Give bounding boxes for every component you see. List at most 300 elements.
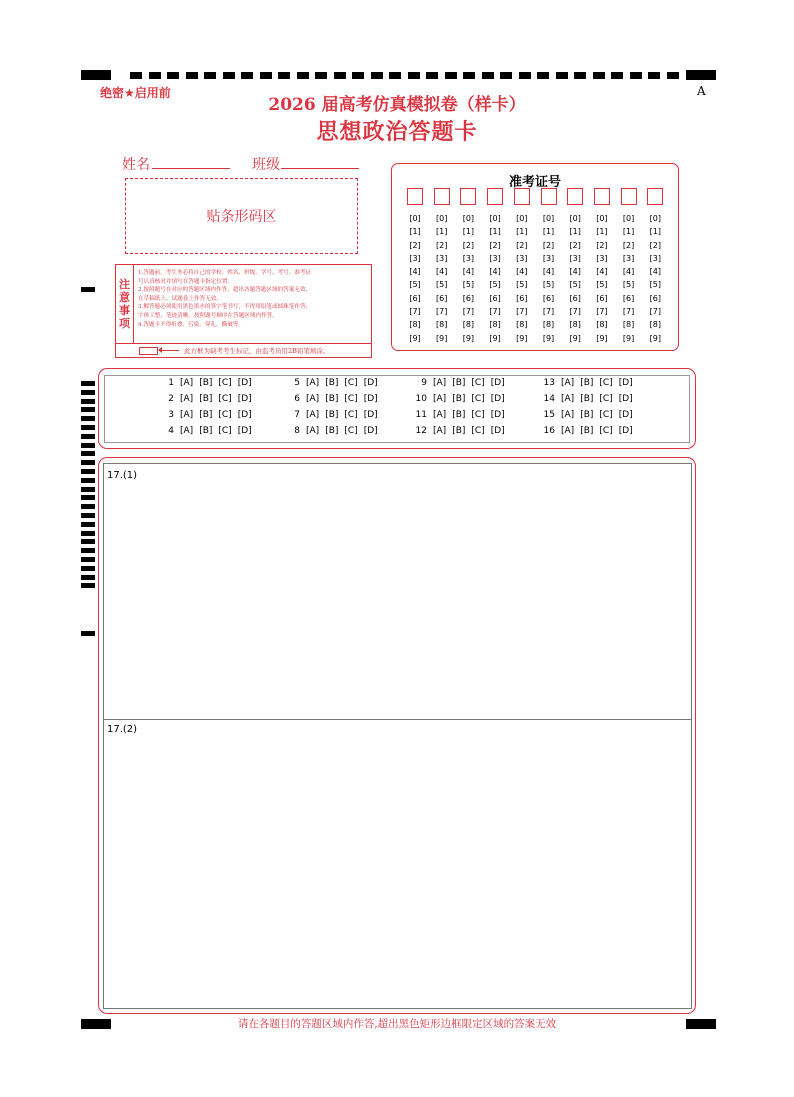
digit-bubble[interactable]: [2]: [542, 240, 555, 250]
digit-bubble[interactable]: [6]: [489, 293, 501, 303]
side-timing-mark: [81, 548, 95, 553]
timing-dash: [574, 72, 586, 79]
timing-dash: [408, 72, 420, 79]
note-item: 4.答题卡不得折叠、污染、穿孔、撕破等。: [138, 321, 245, 328]
option-bubble[interactable]: [C]: [218, 378, 232, 388]
option-bubble[interactable]: [D]: [237, 394, 252, 404]
digit-bubble[interactable]: [3]: [462, 253, 475, 263]
side-timing-mark: [81, 531, 95, 536]
option-bubble[interactable]: [A]: [306, 394, 320, 404]
option-bubble[interactable]: [D]: [618, 410, 633, 420]
option-bubble[interactable]: [A]: [306, 378, 320, 388]
digit-bubble[interactable]: [4]: [649, 267, 661, 277]
question-number: 3: [168, 410, 174, 420]
digit-bubble[interactable]: [7]: [649, 307, 661, 317]
digit-bubble[interactable]: [2]: [436, 240, 448, 250]
option-bubble[interactable]: [A]: [306, 410, 320, 420]
digit-bubble[interactable]: [1]: [596, 227, 608, 237]
digit-bubble[interactable]: [9]: [462, 333, 475, 343]
option-bubble[interactable]: [A]: [180, 410, 194, 420]
side-timing-mark: [81, 460, 95, 465]
option-bubble[interactable]: [B]: [325, 426, 339, 436]
option-bubble[interactable]: [D]: [490, 426, 505, 436]
digit-bubble[interactable]: [1]: [622, 227, 635, 237]
digit-bubble[interactable]: [4]: [462, 267, 475, 277]
choice-question-row: [414, 410, 505, 420]
digit-bubble[interactable]: [0]: [409, 214, 421, 223]
option-bubble[interactable]: [C]: [471, 426, 485, 436]
timing-mark-top-left: [81, 70, 111, 80]
barcode-label: 贴条形码区: [206, 209, 277, 225]
side-timing-mark: [81, 416, 95, 421]
notes-list: [138, 269, 370, 329]
digit-bubble[interactable]: [8]: [622, 320, 635, 330]
digit-bubble[interactable]: [2]: [596, 240, 608, 250]
timing-dash: [223, 72, 235, 79]
admission-digit-box[interactable]: [460, 188, 476, 205]
choice-question-row: [161, 410, 252, 420]
question-number: 15: [543, 410, 555, 420]
digit-bubble[interactable]: [3]: [489, 253, 501, 263]
digit-bubble[interactable]: [2]: [569, 240, 581, 250]
digit-bubble[interactable]: [2]: [489, 240, 501, 250]
option-bubble[interactable]: [A]: [561, 394, 575, 404]
digit-bubble[interactable]: [0]: [649, 214, 661, 223]
choice-question-row: [287, 378, 378, 388]
timing-dash: [611, 72, 623, 79]
digit-bubble[interactable]: [8]: [516, 320, 528, 330]
admission-digit-box[interactable]: [621, 188, 637, 205]
digit-bubble[interactable]: [3]: [622, 253, 635, 263]
timing-dash: [445, 72, 457, 79]
digit-bubble[interactable]: [6]: [462, 293, 475, 303]
option-bubble[interactable]: [C]: [599, 378, 613, 388]
notes-box: [115, 264, 372, 358]
admission-digit-column: [486, 212, 504, 345]
digit-bubble[interactable]: [9]: [436, 333, 448, 343]
note-item: 2.按照题号在对应的答题区域内作答，超出各题答题区域的答案无效，: [138, 287, 312, 294]
digit-bubble[interactable]: [3]: [516, 253, 528, 263]
digit-bubble[interactable]: [2]: [516, 240, 528, 250]
option-bubble[interactable]: [D]: [490, 378, 505, 388]
option-bubble[interactable]: [B]: [325, 410, 339, 420]
admission-digit-column: [646, 212, 664, 345]
digit-bubble[interactable]: [2]: [622, 240, 635, 250]
timing-dash: [500, 72, 512, 79]
timing-dash: [315, 72, 327, 79]
digit-bubble[interactable]: [7]: [516, 307, 528, 317]
choice-question-row: [161, 426, 252, 436]
digit-bubble[interactable]: [9]: [622, 333, 635, 343]
side-timing-mark: [81, 557, 95, 562]
timing-mark-top-right: [686, 70, 716, 80]
timing-dash: [149, 72, 161, 79]
question-number: 9: [421, 378, 427, 388]
choice-question-row: [414, 394, 505, 404]
option-bubble[interactable]: [B]: [199, 410, 213, 420]
option-bubble[interactable]: [C]: [471, 378, 485, 388]
timing-dash: [630, 72, 642, 79]
option-bubble[interactable]: [B]: [580, 378, 594, 388]
admission-digit-column: [620, 212, 638, 345]
timing-dash: [278, 72, 290, 79]
admission-digit-column: [540, 212, 558, 345]
digit-bubble[interactable]: [7]: [409, 307, 421, 317]
admission-digit-box[interactable]: [434, 188, 450, 205]
digit-bubble[interactable]: [1]: [569, 227, 581, 237]
timing-dash: [593, 72, 605, 79]
digit-bubble[interactable]: [9]: [596, 333, 608, 343]
option-bubble[interactable]: [D]: [618, 394, 633, 404]
option-bubble[interactable]: [C]: [218, 410, 232, 420]
option-bubble[interactable]: [D]: [237, 426, 252, 436]
option-bubble[interactable]: [D]: [363, 378, 378, 388]
digit-bubble[interactable]: [9]: [409, 333, 421, 343]
option-bubble[interactable]: [D]: [237, 378, 252, 388]
digit-bubble[interactable]: [5]: [622, 280, 635, 290]
option-bubble[interactable]: [A]: [561, 426, 575, 436]
option-bubble[interactable]: [D]: [363, 394, 378, 404]
option-bubble[interactable]: [D]: [490, 410, 505, 420]
choice-question-row: [542, 378, 633, 388]
digit-bubble[interactable]: [5]: [462, 280, 475, 290]
timing-dash: [537, 72, 549, 79]
timing-dash: [648, 72, 660, 79]
digit-bubble[interactable]: [0]: [596, 214, 608, 223]
option-bubble[interactable]: [A]: [180, 378, 194, 388]
digit-bubble[interactable]: [3]: [409, 253, 421, 263]
option-bubble[interactable]: [C]: [344, 426, 358, 436]
choice-question-row: [287, 410, 378, 420]
class-label: 班级: [252, 157, 280, 173]
option-bubble[interactable]: [B]: [580, 394, 594, 404]
admission-digit-box[interactable]: [594, 188, 610, 205]
admission-digit-box[interactable]: [647, 188, 663, 205]
side-timing-mark: [81, 513, 95, 518]
digit-bubble[interactable]: [5]: [569, 280, 581, 290]
digit-bubble[interactable]: [4]: [436, 267, 448, 277]
admission-digit-box[interactable]: [541, 188, 557, 205]
option-bubble[interactable]: [B]: [199, 426, 213, 436]
option-bubble[interactable]: [A]: [561, 410, 575, 420]
side-timing-mark: [81, 583, 95, 588]
class-field[interactable]: [281, 168, 359, 169]
digit-bubble[interactable]: [8]: [462, 320, 475, 330]
question-number: 11: [415, 410, 427, 420]
timing-dash: [463, 72, 475, 79]
digit-bubble[interactable]: [1]: [649, 227, 661, 237]
card-title: 思想政治答题卡: [316, 120, 478, 145]
digit-bubble[interactable]: [3]: [569, 253, 581, 263]
side-timing-mark: [81, 566, 95, 571]
option-bubble[interactable]: [B]: [199, 378, 213, 388]
digit-bubble[interactable]: [0]: [516, 214, 528, 223]
option-bubble[interactable]: [C]: [599, 394, 613, 404]
admission-digit-column: [406, 212, 424, 345]
side-timing-mark: [81, 381, 95, 386]
digit-bubble[interactable]: [5]: [516, 280, 528, 290]
option-bubble[interactable]: [D]: [363, 410, 378, 420]
digit-bubble[interactable]: [4]: [542, 267, 555, 277]
question-number: 2: [168, 394, 174, 404]
question-number: 4: [168, 426, 174, 436]
barcode-area: [125, 178, 358, 254]
side-timing-mark: [81, 575, 95, 580]
digit-bubble[interactable]: [2]: [462, 240, 475, 250]
digit-bubble[interactable]: [8]: [436, 320, 448, 330]
digit-bubble[interactable]: [7]: [622, 307, 635, 317]
digit-bubble[interactable]: [7]: [489, 307, 501, 317]
name-label: 姓名: [122, 157, 150, 173]
question-number: 6: [294, 394, 300, 404]
option-bubble[interactable]: [A]: [433, 410, 447, 420]
option-bubble[interactable]: [D]: [237, 410, 252, 420]
admission-digit-column: [566, 212, 584, 345]
digit-bubble[interactable]: [7]: [462, 307, 475, 317]
digit-bubble[interactable]: [2]: [649, 240, 661, 250]
choice-question-row: [287, 394, 378, 404]
timing-dash: [371, 72, 383, 79]
question-17-2-label: 17.(2): [107, 724, 138, 735]
version-label: A: [697, 84, 706, 98]
digit-bubble[interactable]: [7]: [596, 307, 608, 317]
digit-bubble[interactable]: [4]: [596, 267, 608, 277]
option-bubble[interactable]: [A]: [180, 394, 194, 404]
question-number: 16: [543, 426, 555, 436]
arrow-left-icon: [161, 350, 179, 351]
choice-question-row: [287, 426, 378, 436]
digit-bubble[interactable]: [0]: [569, 214, 581, 223]
side-timing-mark: [81, 390, 95, 395]
admission-digit-column: [459, 212, 477, 345]
digit-bubble[interactable]: [5]: [436, 280, 448, 290]
option-bubble[interactable]: [A]: [561, 378, 575, 388]
option-bubble[interactable]: [C]: [218, 394, 232, 404]
digit-bubble[interactable]: [7]: [569, 307, 581, 317]
timing-dash: [556, 72, 568, 79]
admission-digit-column: [513, 212, 531, 345]
option-bubble[interactable]: [A]: [433, 394, 447, 404]
note-item: 在草稿纸上、试题卷上作答无效。: [138, 295, 222, 302]
side-timing-mark: [81, 495, 95, 500]
digit-bubble[interactable]: [6]: [542, 293, 555, 303]
digit-bubble[interactable]: [1]: [409, 227, 421, 237]
timing-dash: [667, 72, 679, 79]
digit-bubble[interactable]: [6]: [436, 293, 448, 303]
digit-bubble[interactable]: [6]: [622, 293, 635, 303]
side-timing-mark: [81, 443, 95, 448]
answer-divider: [103, 719, 692, 720]
option-bubble[interactable]: [D]: [618, 426, 633, 436]
admission-title: 准考证号: [508, 175, 561, 190]
side-timing-mark: [81, 631, 95, 636]
side-timing-mark: [81, 451, 95, 456]
option-bubble[interactable]: [D]: [618, 378, 633, 388]
digit-bubble[interactable]: [5]: [596, 280, 608, 290]
option-bubble[interactable]: [C]: [344, 378, 358, 388]
timing-dash: [352, 72, 364, 79]
digit-bubble[interactable]: [8]: [489, 320, 501, 330]
digit-bubble[interactable]: [6]: [596, 293, 608, 303]
side-timing-mark: [81, 469, 95, 474]
side-timing-mark: [81, 478, 95, 483]
timing-dash: [334, 72, 346, 79]
digit-bubble[interactable]: [4]: [622, 267, 635, 277]
digit-bubble[interactable]: [1]: [436, 227, 448, 237]
timing-dash: [519, 72, 531, 79]
digit-bubble[interactable]: [3]: [542, 253, 555, 263]
digit-bubble[interactable]: [7]: [542, 307, 555, 317]
digit-bubble[interactable]: [1]: [489, 227, 501, 237]
side-timing-mark: [81, 399, 95, 404]
question-number: 7: [294, 410, 300, 420]
option-bubble[interactable]: [D]: [490, 394, 505, 404]
admission-digit-column: [593, 212, 611, 345]
question-number: 1: [168, 378, 174, 388]
digit-bubble[interactable]: [8]: [569, 320, 581, 330]
option-bubble[interactable]: [A]: [433, 378, 447, 388]
option-bubble[interactable]: [A]: [180, 426, 194, 436]
timing-dash: [204, 72, 216, 79]
digit-bubble[interactable]: [4]: [569, 267, 581, 277]
question-number: 13: [543, 378, 555, 388]
digit-bubble[interactable]: [0]: [542, 214, 555, 223]
digit-bubble[interactable]: [1]: [542, 227, 555, 237]
question-number: 10: [415, 394, 427, 404]
footer-note: 请在各题目的答题区域内作答,超出黑色矩形边框限定区域的答案无效: [237, 1018, 557, 1030]
digit-bubble[interactable]: [4]: [516, 267, 528, 277]
option-bubble[interactable]: [C]: [344, 394, 358, 404]
side-timing-mark: [81, 287, 95, 292]
admission-digit-box[interactable]: [407, 188, 423, 205]
option-bubble[interactable]: [C]: [599, 410, 613, 420]
timing-dash: [130, 72, 142, 79]
question-number: 14: [543, 394, 555, 404]
timing-dash: [482, 72, 494, 79]
side-timing-mark: [81, 522, 95, 527]
missing-exam-checkbox[interactable]: [139, 347, 158, 355]
timing-dash: [167, 72, 179, 79]
digit-bubble[interactable]: [9]: [516, 333, 528, 343]
digit-bubble[interactable]: [6]: [649, 293, 661, 303]
notes-title: 注 意 事 项: [116, 265, 134, 343]
option-bubble[interactable]: [B]: [199, 394, 213, 404]
side-timing-mark: [81, 504, 95, 509]
digit-bubble[interactable]: [2]: [409, 240, 421, 250]
digit-bubble[interactable]: [8]: [542, 320, 555, 330]
digit-bubble[interactable]: [9]: [569, 333, 581, 343]
timing-dash: [426, 72, 438, 79]
digit-bubble[interactable]: [4]: [409, 267, 421, 277]
timing-dash: [186, 72, 198, 79]
digit-bubble[interactable]: [9]: [542, 333, 555, 343]
answer-area[interactable]: [103, 463, 692, 1009]
digit-bubble[interactable]: [3]: [436, 253, 448, 263]
choice-question-row: [542, 410, 633, 420]
option-bubble[interactable]: [A]: [306, 426, 320, 436]
digit-bubble[interactable]: [1]: [462, 227, 475, 237]
digit-bubble[interactable]: [6]: [409, 293, 421, 303]
digit-bubble[interactable]: [8]: [649, 320, 661, 330]
question-number: 5: [294, 378, 300, 388]
admission-digit-box[interactable]: [487, 188, 503, 205]
admission-digit-box[interactable]: [514, 188, 530, 205]
option-bubble[interactable]: [B]: [580, 426, 594, 436]
digit-bubble[interactable]: [8]: [409, 320, 421, 330]
digit-bubble[interactable]: [6]: [569, 293, 581, 303]
option-bubble[interactable]: [B]: [580, 410, 594, 420]
timing-dash: [241, 72, 253, 79]
option-bubble[interactable]: [B]: [452, 378, 466, 388]
side-timing-mark: [81, 539, 95, 544]
digit-bubble[interactable]: [4]: [489, 267, 501, 277]
option-bubble[interactable]: [C]: [471, 394, 485, 404]
digit-bubble[interactable]: [6]: [516, 293, 528, 303]
option-bubble[interactable]: [B]: [452, 410, 466, 420]
option-bubble[interactable]: [B]: [452, 426, 466, 436]
option-bubble[interactable]: [C]: [471, 410, 485, 420]
option-bubble[interactable]: [C]: [344, 410, 358, 420]
admission-number-box: [391, 163, 679, 351]
missing-exam-row: [116, 343, 371, 358]
note-item: 号认真核对并填写在答题卡指定位置。: [138, 278, 234, 285]
note-item: 1.答题前，考生务必将自己的学校、姓名、班级、学号、考号、准考证: [138, 270, 312, 276]
missing-exam-note: 此方框为缺考考生标记，由监考员用2B铅笔填涂。: [184, 347, 330, 355]
admission-digit-box[interactable]: [567, 188, 583, 205]
digit-bubble[interactable]: [0]: [462, 214, 475, 223]
note-item: 3.解答题必须使用黑色墨水的签字笔书写，不得用铅笔或圆珠笔作答；: [138, 304, 312, 311]
option-bubble[interactable]: [A]: [433, 426, 447, 436]
digit-bubble[interactable]: [0]: [489, 214, 501, 223]
secret-label: 绝密★启用前: [100, 86, 171, 100]
option-bubble[interactable]: [B]: [452, 394, 466, 404]
digit-bubble[interactable]: [0]: [436, 214, 448, 223]
digit-bubble[interactable]: [0]: [622, 214, 635, 223]
timing-dash: [297, 72, 309, 79]
digit-bubble[interactable]: [5]: [409, 280, 421, 290]
timing-dash: [260, 72, 272, 79]
choice-question-row: [542, 394, 633, 404]
side-timing-mark: [81, 434, 95, 439]
digit-bubble[interactable]: [9]: [649, 333, 661, 343]
question-number: 12: [415, 426, 427, 436]
digit-bubble[interactable]: [9]: [489, 333, 501, 343]
digit-bubble[interactable]: [5]: [489, 280, 501, 290]
name-field[interactable]: [152, 168, 230, 169]
choice-question-row: [414, 378, 505, 388]
option-bubble[interactable]: [D]: [363, 426, 378, 436]
side-timing-mark: [81, 407, 95, 412]
choice-question-row: [161, 394, 252, 404]
admission-digit-column: [433, 212, 451, 345]
choice-question-row: [161, 378, 252, 388]
choice-question-row: [542, 426, 633, 436]
question-17-1-label: 17.(1): [107, 470, 138, 481]
digit-bubble[interactable]: [8]: [596, 320, 608, 330]
digit-bubble[interactable]: [3]: [596, 253, 608, 263]
digit-bubble[interactable]: [3]: [649, 253, 661, 263]
digit-bubble[interactable]: [5]: [542, 280, 555, 290]
option-bubble[interactable]: [C]: [599, 426, 613, 436]
side-timing-mark: [81, 487, 95, 492]
digit-bubble[interactable]: [1]: [516, 227, 528, 237]
option-bubble[interactable]: [B]: [325, 378, 339, 388]
option-bubble[interactable]: [C]: [218, 426, 232, 436]
note-item: 字体工整、笔迹清晰。按照题号顺序在答题区域内作答。: [138, 312, 278, 319]
digit-bubble[interactable]: [5]: [649, 280, 661, 290]
option-bubble[interactable]: [B]: [325, 394, 339, 404]
digit-bubble[interactable]: [7]: [436, 307, 448, 317]
